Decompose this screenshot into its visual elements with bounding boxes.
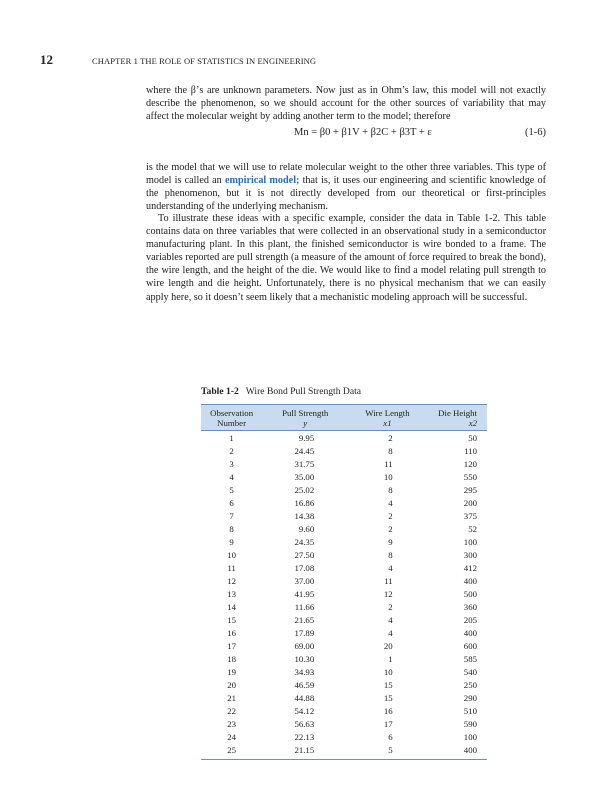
- cell-pull-strength: 16.86: [294, 498, 315, 508]
- table-row: [201, 614, 487, 627]
- cell-observation: 2: [229, 446, 234, 456]
- cell-wire-length: 2: [388, 602, 393, 612]
- cell-pull-strength: 17.89: [294, 628, 315, 638]
- table-row: [201, 445, 487, 458]
- header-observation: Observation: [201, 405, 262, 419]
- cell-observation: 16: [227, 628, 236, 638]
- cell-pull-strength: 10.30: [294, 654, 315, 664]
- cell-die-height: 412: [463, 563, 477, 573]
- table-row: [201, 562, 487, 575]
- page-number: 12: [40, 52, 53, 67]
- cell-die-height: 290: [463, 693, 477, 703]
- table-title: Wire Bond Pull Strength Data: [245, 386, 362, 397]
- cell-wire-length: 4: [388, 615, 393, 625]
- header-number: Number: [201, 418, 262, 431]
- cell-wire-length: 11: [384, 459, 393, 469]
- cell-die-height: 52: [468, 524, 477, 534]
- cell-die-height: 110: [464, 446, 477, 456]
- cell-die-height: 510: [463, 706, 477, 716]
- cell-die-height: 500: [463, 589, 477, 599]
- table-row: [201, 536, 487, 549]
- cell-wire-length: 8: [388, 485, 393, 495]
- cell-pull-strength: 56.63: [294, 719, 315, 729]
- table-row: [201, 431, 487, 446]
- cell-die-height: 400: [427, 744, 487, 760]
- cell-wire-length: 20: [383, 641, 393, 651]
- cell-pull-strength: 24.45: [294, 446, 315, 456]
- table-row: [201, 705, 487, 718]
- cell-wire-length: 2: [388, 433, 393, 443]
- cell-pull-strength: 31.75: [294, 459, 315, 469]
- table-row: [201, 679, 487, 692]
- table-caption: [201, 386, 487, 397]
- table-label: Table 1-2: [201, 386, 239, 397]
- cell-wire-length: 2: [388, 511, 393, 521]
- cell-pull-strength: 9.95: [298, 433, 315, 443]
- cell-observation: 12: [227, 576, 236, 586]
- cell-pull-strength: 25.02: [294, 485, 315, 495]
- paragraph-3-text: To illustrate these ideas with a specific example, consider the data in Table 1-2. This table contains data on three variables that were collected in an observational study in a semiconductor manufacturing plant. In this plant, the finished semiconductor is wire bonded to a frame. The variables reported are pull strength (a measure of the amount of force required to break the bond), the wire length, and the height of the die. We would like to find a model relating pull strength to wire length and die height. Unfortunately, there is no physical mechanism that we can easily apply here, so it doesn’t seem likely that a mechanistic modeling approach will be successful.: [146, 213, 546, 303]
- table-body: [201, 431, 487, 760]
- cell-wire-length: 9: [388, 537, 393, 547]
- cell-wire-length: 15: [383, 680, 393, 690]
- cell-die-height: 375: [463, 511, 477, 521]
- cell-observation: 18: [227, 654, 236, 664]
- table-row: [201, 640, 487, 653]
- paragraph-2-before: is the model that we will use to relate molecular weight to the other three variables. This type of model is called an: [146, 162, 546, 187]
- cell-wire-length: 1: [388, 654, 393, 664]
- cell-die-height: 360: [463, 602, 477, 612]
- table-row: [201, 458, 487, 471]
- paragraph-2: [146, 161, 546, 213]
- cell-die-height: 550: [463, 472, 477, 482]
- cell-observation: 4: [229, 472, 234, 482]
- table-row: [201, 510, 487, 523]
- cell-die-height: 200: [463, 498, 477, 508]
- table-row: [201, 588, 487, 601]
- header-x1: x1: [348, 418, 426, 431]
- table-row: [201, 653, 487, 666]
- cell-observation: 9: [229, 537, 234, 547]
- cell-observation: 10: [227, 550, 236, 560]
- chapter-title: CHAPTER 1 THE ROLE OF STATISTICS IN ENGINEERING: [92, 56, 317, 66]
- paragraph-1: [146, 84, 546, 123]
- equation-1-6: [146, 127, 546, 143]
- table-row: [201, 731, 487, 744]
- cell-pull-strength: 27.50: [294, 550, 315, 560]
- cell-observation: 22: [227, 706, 236, 716]
- table-1-2: [201, 386, 487, 760]
- cell-wire-length: 12: [383, 589, 393, 599]
- cell-pull-strength: 14.38: [294, 511, 315, 521]
- cell-observation: 20: [227, 680, 236, 690]
- table-row: [201, 718, 487, 731]
- cell-observation: 19: [227, 667, 236, 677]
- header-wire-length: Wire Length: [348, 405, 426, 419]
- cell-wire-length: 11: [384, 576, 393, 586]
- cell-wire-length: 10: [383, 667, 393, 677]
- cell-observation: 11: [227, 563, 236, 573]
- cell-pull-strength: 21.15: [262, 744, 348, 760]
- cell-observation: 23: [227, 719, 236, 729]
- cell-observation: 1: [229, 433, 234, 443]
- cell-observation: 13: [227, 589, 236, 599]
- cell-observation: 17: [227, 641, 236, 651]
- running-header: [40, 52, 316, 68]
- empirical-model-term: empirical model;: [224, 175, 300, 187]
- cell-die-height: 295: [463, 485, 477, 495]
- cell-wire-length: 4: [388, 628, 393, 638]
- paragraph-1-text: where the β’s are unknown parameters. Now just as in Ohm’s law, this model will not exactly describe the phenomenon, so we should account for the other sources of variability that may affect the molecular weight by adding another term to the model; therefore: [146, 85, 546, 123]
- header-x2: x2: [427, 418, 487, 431]
- cell-die-height: 100: [463, 732, 477, 742]
- cell-pull-strength: 22.13: [294, 732, 315, 742]
- cell-die-height: 100: [463, 537, 477, 547]
- cell-wire-length: 10: [383, 472, 393, 482]
- cell-die-height: 300: [463, 550, 477, 560]
- table-row: [201, 744, 487, 760]
- cell-pull-strength: 17.08: [294, 563, 315, 573]
- table-row: [201, 627, 487, 640]
- cell-pull-strength: 34.93: [294, 667, 315, 677]
- cell-die-height: 400: [463, 576, 477, 586]
- cell-die-height: 600: [463, 641, 477, 651]
- cell-pull-strength: 9.60: [298, 524, 315, 534]
- cell-pull-strength: 44.88: [294, 693, 315, 703]
- cell-wire-length: 2: [388, 524, 393, 534]
- table-row: [201, 523, 487, 536]
- cell-pull-strength: 69.00: [294, 641, 315, 651]
- table-row: [201, 666, 487, 679]
- cell-observation: 15: [227, 615, 236, 625]
- cell-pull-strength: 21.65: [294, 615, 315, 625]
- cell-die-height: 400: [463, 628, 477, 638]
- cell-die-height: 540: [463, 667, 477, 677]
- table-row: [201, 549, 487, 562]
- cell-observation: 3: [229, 459, 234, 469]
- cell-observation: 21: [227, 693, 236, 703]
- cell-observation: 24: [227, 732, 236, 742]
- cell-pull-strength: 24.35: [294, 537, 315, 547]
- cell-die-height: 50: [468, 433, 477, 443]
- table-row: [201, 471, 487, 484]
- cell-wire-length: 8: [388, 446, 393, 456]
- cell-pull-strength: 11.66: [294, 602, 315, 612]
- table-row: [201, 497, 487, 510]
- cell-die-height: 590: [463, 719, 477, 729]
- cell-wire-length: 17: [383, 719, 393, 729]
- cell-observation: 14: [227, 602, 236, 612]
- cell-pull-strength: 35.00: [294, 472, 315, 482]
- equation-number: (1-6): [525, 127, 546, 138]
- cell-observation: 8: [229, 524, 234, 534]
- cell-die-height: 585: [463, 654, 477, 664]
- cell-observation: 5: [229, 485, 234, 495]
- cell-wire-length: 4: [388, 563, 393, 573]
- cell-pull-strength: 41.95: [294, 589, 315, 599]
- table-row: [201, 575, 487, 588]
- table-row: [201, 692, 487, 705]
- cell-wire-length: 4: [388, 498, 393, 508]
- table-row: [201, 484, 487, 497]
- table-row: [201, 601, 487, 614]
- cell-pull-strength: 37.00: [294, 576, 315, 586]
- cell-wire-length: 8: [388, 550, 393, 560]
- cell-observation: 6: [229, 498, 234, 508]
- header-die-height: Die Height: [427, 405, 487, 419]
- cell-die-height: 205: [463, 615, 477, 625]
- paragraph-2-after: that is, it uses our engineering and scientific knowledge of the phenomenon, but it is not directly developed from our theoretical or first-principles understanding of the underlying mechanism.: [146, 175, 546, 213]
- cell-observation: 25: [201, 744, 262, 760]
- header-y: y: [262, 418, 348, 431]
- cell-wire-length: 6: [388, 732, 393, 742]
- wire-bond-table: [201, 404, 487, 760]
- cell-die-height: 120: [463, 459, 477, 469]
- cell-die-height: 250: [463, 680, 477, 690]
- cell-observation: 7: [229, 511, 234, 521]
- cell-wire-length: 16: [383, 706, 393, 716]
- cell-wire-length: 15: [383, 693, 393, 703]
- header-pull-strength: Pull Strength: [262, 405, 348, 419]
- equation-body: Mn = β0 + β1V + β2C + β3T + ε: [294, 127, 432, 138]
- cell-pull-strength: 46.59: [294, 680, 315, 690]
- cell-pull-strength: 54.12: [294, 706, 315, 716]
- paragraph-3: [146, 212, 546, 304]
- cell-wire-length: 5: [348, 744, 426, 760]
